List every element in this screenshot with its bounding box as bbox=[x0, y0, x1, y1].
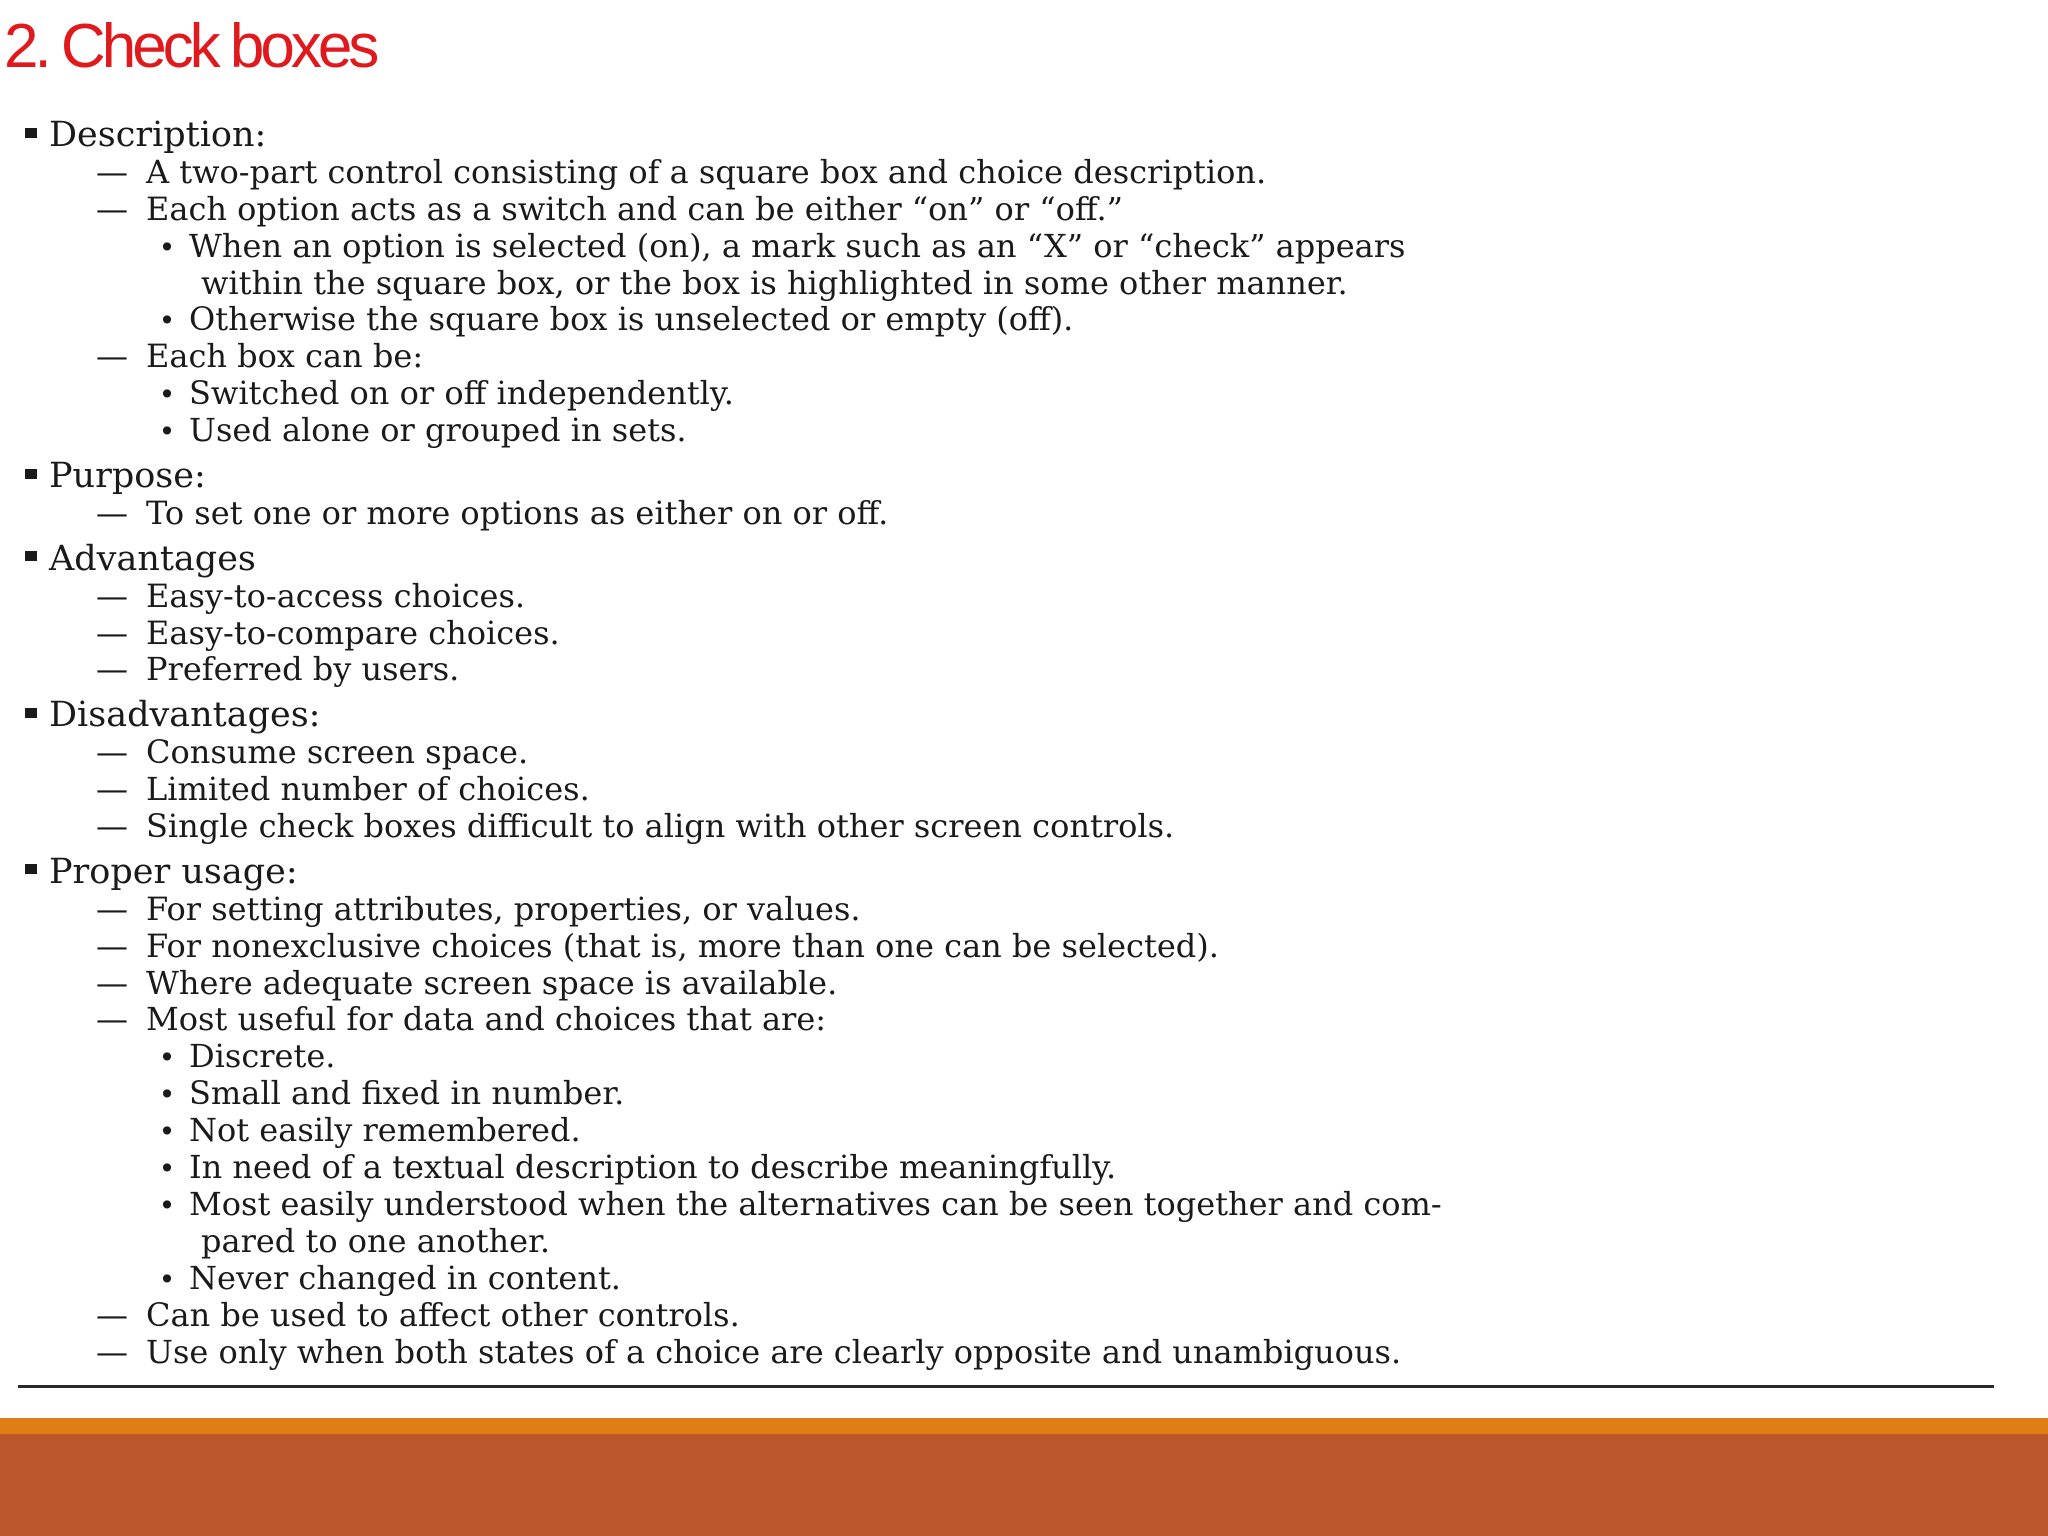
item-text-continuation: pared to one another. bbox=[201, 1221, 551, 1260]
square-bullet-icon bbox=[25, 864, 37, 874]
dash-item bbox=[0, 734, 2048, 771]
item-text: A two-part control consisting of a square box and choice description. bbox=[146, 152, 1267, 191]
item-text: For setting attributes, properties, or values. bbox=[146, 889, 861, 928]
dash-item bbox=[0, 338, 2048, 375]
item-text: Most useful for data and choices that are: bbox=[146, 1000, 827, 1039]
section-heading-text: Purpose: bbox=[49, 456, 206, 497]
item-text: Most easily understood when the alternatives can be seen together and com- bbox=[189, 1184, 1442, 1223]
bottom-rule-divider bbox=[18, 1385, 1994, 1388]
item-text: Small and fixed in number. bbox=[189, 1074, 625, 1113]
square-bullet-icon bbox=[25, 128, 37, 138]
square-bullet-icon bbox=[25, 708, 37, 718]
em-dash-icon: — bbox=[96, 650, 128, 689]
item-text: Single check boxes difficult to align with other screen controls. bbox=[146, 807, 1175, 846]
bullet-item bbox=[0, 228, 2048, 265]
item-text: Otherwise the square box is unselected or empty (off). bbox=[189, 300, 1074, 339]
round-bullet-icon: • bbox=[158, 415, 176, 449]
dash-item bbox=[0, 154, 2048, 191]
dash-item bbox=[0, 191, 2048, 228]
bullet-item bbox=[0, 412, 2048, 449]
round-bullet-icon: • bbox=[158, 1078, 176, 1112]
section-heading-text: Disadvantages: bbox=[49, 695, 321, 736]
round-bullet-icon: • bbox=[158, 1115, 176, 1149]
footer-band bbox=[0, 1434, 2048, 1536]
bullet-item bbox=[0, 1075, 2048, 1112]
em-dash-icon: — bbox=[96, 770, 128, 809]
round-bullet-icon: • bbox=[158, 1262, 176, 1296]
round-bullet-icon: • bbox=[158, 1152, 176, 1186]
square-bullet-icon bbox=[25, 469, 37, 479]
item-text: Limited number of choices. bbox=[146, 770, 590, 809]
round-bullet-icon: • bbox=[158, 230, 176, 264]
item-text: Never changed in content. bbox=[189, 1258, 621, 1297]
dash-item bbox=[0, 965, 2048, 1002]
section-heading-text: Proper usage: bbox=[49, 851, 298, 892]
item-text: Consume screen space. bbox=[146, 733, 529, 772]
item-text: Switched on or off independently. bbox=[189, 374, 734, 413]
em-dash-icon: — bbox=[96, 337, 128, 376]
slide-body bbox=[0, 117, 2048, 1370]
section-heading bbox=[0, 458, 2048, 495]
dash-item bbox=[0, 651, 2048, 688]
em-dash-icon: — bbox=[96, 1000, 128, 1039]
section-heading bbox=[0, 538, 2048, 579]
bullet-item bbox=[0, 375, 2048, 412]
item-text: Used alone or grouped in sets. bbox=[189, 411, 687, 450]
dash-item bbox=[0, 771, 2048, 808]
slide-title: 2. Check boxes bbox=[4, 12, 376, 81]
item-text: For nonexclusive choices (that is, more than one can be selected). bbox=[146, 926, 1219, 965]
item-text: Discrete. bbox=[189, 1037, 336, 1076]
item-text: Can be used to affect other controls. bbox=[146, 1295, 740, 1334]
round-bullet-icon: • bbox=[158, 378, 176, 412]
item-text: Easy-to-access choices. bbox=[146, 576, 526, 615]
section-heading-text: Advantages bbox=[49, 538, 256, 579]
item-text: Use only when both states of a choice are clearly opposite and unambiguous. bbox=[146, 1332, 1402, 1371]
section-heading bbox=[0, 697, 2048, 734]
bullet-item bbox=[0, 1186, 2048, 1223]
em-dash-icon: — bbox=[96, 807, 128, 846]
dash-item bbox=[0, 928, 2048, 965]
bullet-item bbox=[0, 1260, 2048, 1297]
section-heading-text: Description: bbox=[49, 115, 267, 155]
em-dash-icon: — bbox=[96, 189, 128, 228]
dash-item bbox=[0, 578, 2048, 615]
round-bullet-icon: • bbox=[158, 304, 176, 338]
dash-item bbox=[0, 615, 2048, 652]
em-dash-icon: — bbox=[96, 926, 128, 965]
dash-item bbox=[0, 1297, 2048, 1334]
em-dash-icon: — bbox=[96, 1295, 128, 1334]
em-dash-icon: — bbox=[96, 889, 128, 928]
bullet-item bbox=[0, 1038, 2048, 1075]
section-heading bbox=[0, 117, 2048, 154]
item-text-continuation: within the square box, or the box is highlighted in some other manner. bbox=[201, 263, 1348, 302]
item-text: Where adequate screen space is available. bbox=[146, 963, 838, 1002]
em-dash-icon: — bbox=[96, 152, 128, 191]
dash-item bbox=[0, 1001, 2048, 1038]
em-dash-icon: — bbox=[96, 963, 128, 1002]
bullet-item bbox=[0, 301, 2048, 338]
item-text: To set one or more options as either on or off. bbox=[146, 493, 889, 532]
item-text: Not easily remembered. bbox=[189, 1111, 581, 1150]
section-heading bbox=[0, 851, 2048, 892]
bullet-item bbox=[0, 1149, 2048, 1186]
item-text: In need of a textual description to describe meaningfully. bbox=[189, 1148, 1117, 1187]
dash-item bbox=[0, 808, 2048, 845]
em-dash-icon: — bbox=[96, 493, 128, 532]
round-bullet-icon: • bbox=[158, 1041, 176, 1075]
item-text: Each option acts as a switch and can be either “on” or “off.” bbox=[146, 189, 1124, 228]
dash-item bbox=[0, 495, 2048, 532]
em-dash-icon: — bbox=[96, 1332, 128, 1371]
round-bullet-icon: • bbox=[158, 1188, 176, 1222]
square-bullet-icon bbox=[25, 551, 37, 561]
item-text: Preferred by users. bbox=[146, 650, 460, 689]
em-dash-icon: — bbox=[96, 576, 128, 615]
footer-accent-stripe bbox=[0, 1418, 2048, 1434]
dash-item bbox=[0, 1334, 2048, 1371]
em-dash-icon: — bbox=[96, 733, 128, 772]
em-dash-icon: — bbox=[96, 613, 128, 652]
item-text: Each box can be: bbox=[146, 337, 424, 376]
bullet-item bbox=[0, 1112, 2048, 1149]
item-text: Easy-to-compare choices. bbox=[146, 613, 560, 652]
dash-item bbox=[0, 891, 2048, 928]
item-text: When an option is selected (on), a mark such as an “X” or “check” appears bbox=[189, 226, 1406, 265]
